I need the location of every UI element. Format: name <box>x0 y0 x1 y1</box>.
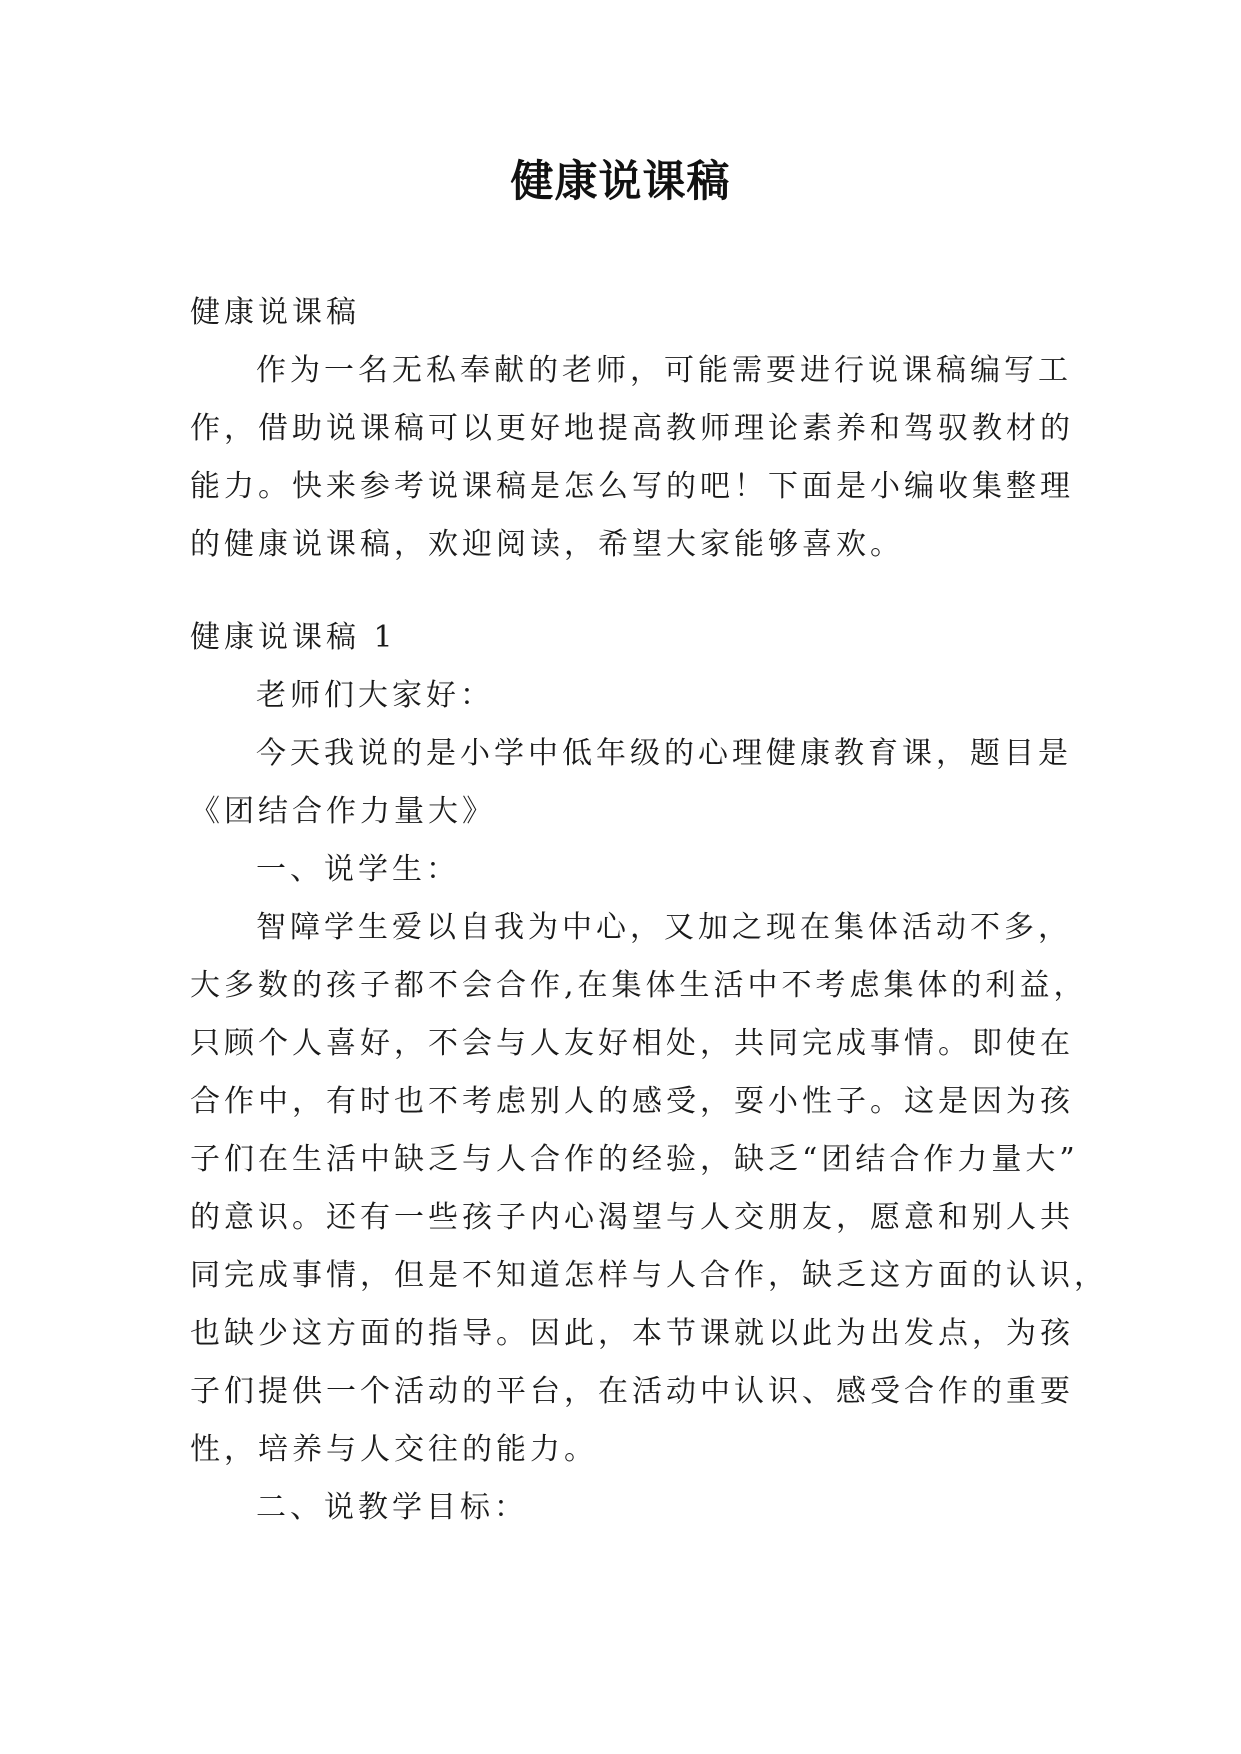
part1-line: 子们在生活中缺乏与人合作的经验，缺乏“团结合作力量大” <box>190 1142 1079 1177</box>
part1-line: 同完成事情，但是不知道怎样与人合作，缺乏这方面的认识， <box>190 1258 1108 1293</box>
part1-line: 的意识。还有一些孩子内心渴望与人交朋友，愿意和别人共 <box>190 1200 1074 1235</box>
part2-heading: 二、说教学目标： <box>256 1490 528 1525</box>
greeting: 老师们大家好： <box>256 678 494 713</box>
part1-line: 子们提供一个活动的平台，在活动中认识、感受合作的重要 <box>190 1374 1074 1409</box>
part1-line: 也缺少这方面的指导。因此，本节课就以此为出发点，为孩 <box>190 1316 1074 1351</box>
part1-line: 智障学生爱以自我为中心，又加之现在集体活动不多， <box>256 910 1072 945</box>
intro-line: 作，借助说课稿可以更好地提高教师理论素养和驾驭教材的 <box>190 411 1074 446</box>
intro-line: 作为一名无私奉献的老师，可能需要进行说课稿编写工 <box>256 353 1072 388</box>
document-title: 健康说课稿 <box>510 157 731 207</box>
document-body <box>190 284 1108 1537</box>
paragraph-gap <box>190 574 1050 609</box>
part1-line: 性，培养与人交往的能力。 <box>190 1432 598 1467</box>
intro-heading: 健康说课稿 <box>190 295 360 330</box>
intro-line: 的健康说课稿，欢迎阅读，希望大家能够喜欢。 <box>190 527 904 562</box>
part1-heading: 一、说学生： <box>256 852 460 887</box>
section-heading: 健康说课稿 1 <box>190 620 397 655</box>
part1-line: 大多数的孩子都不会合作,在集体生活中不考虑集体的利益， <box>190 968 1088 1003</box>
intro-line: 能力。快来参考说课稿是怎么写的吧！下面是小编收集整理 <box>190 469 1074 504</box>
part1-line: 只顾个人喜好，不会与人友好相处，共同完成事情。即使在 <box>190 1026 1074 1061</box>
part1-line: 合作中，有时也不考虑别人的感受，耍小性子。这是因为孩 <box>190 1084 1074 1119</box>
topic-line: 《团结合作力量大》 <box>190 794 496 829</box>
topic-line: 今天我说的是小学中低年级的心理健康教育课，题目是 <box>256 736 1072 771</box>
